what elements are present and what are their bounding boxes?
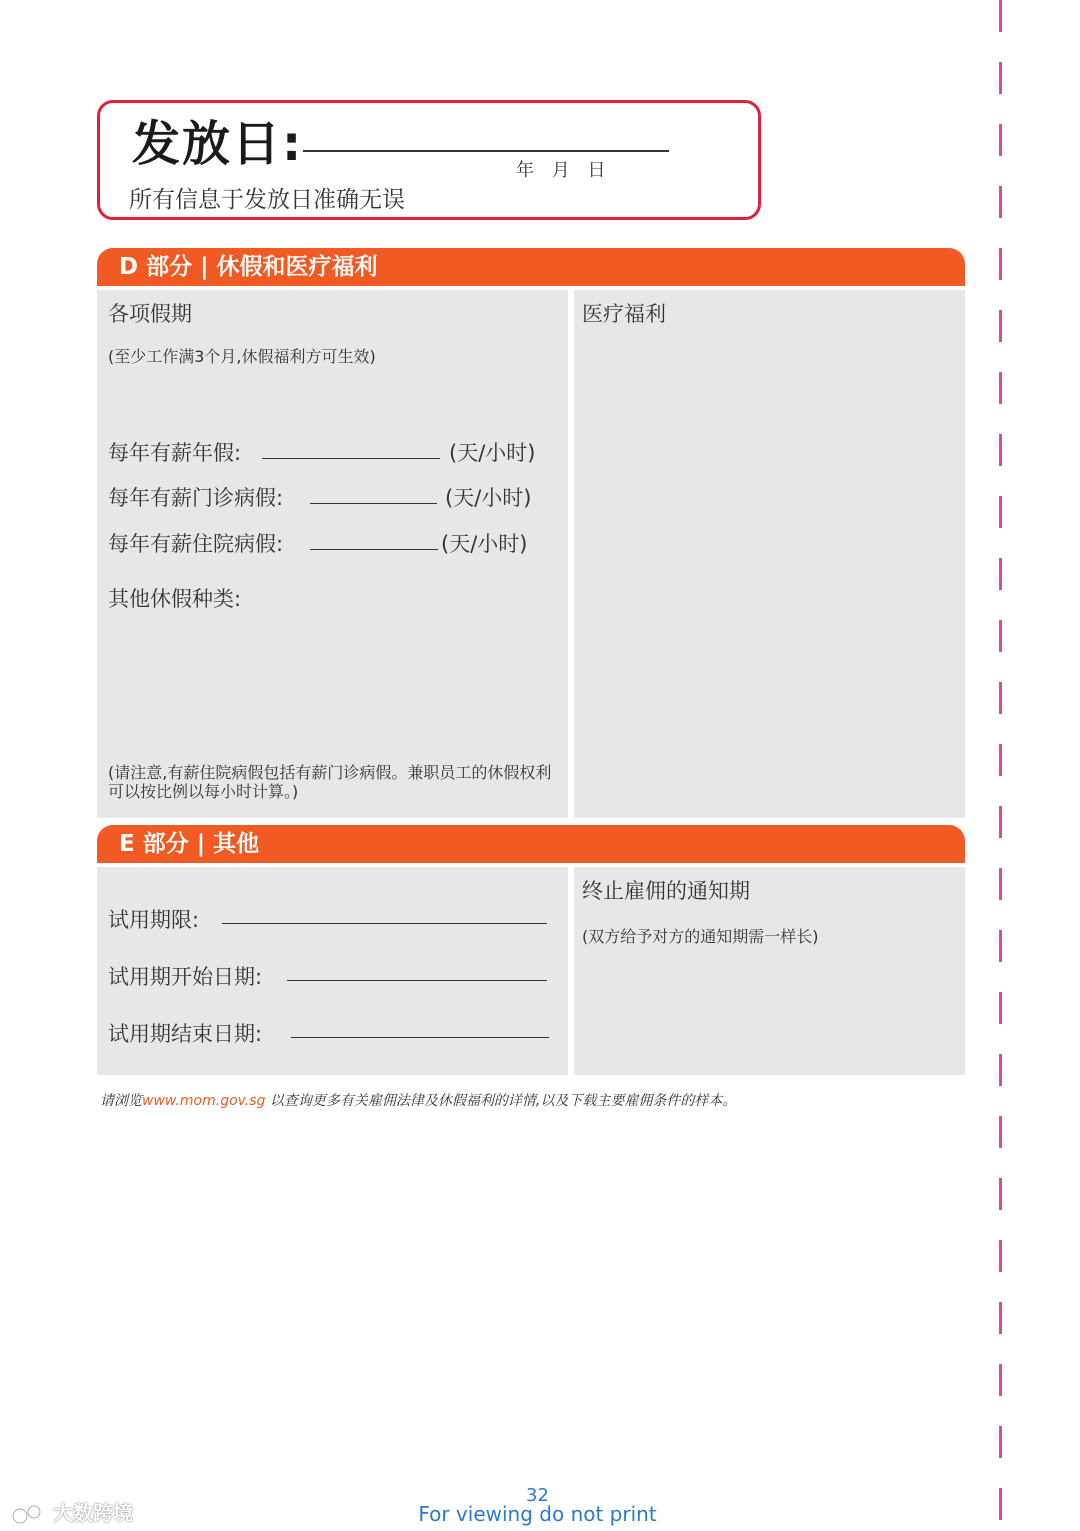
hospital-leave-field[interactable] xyxy=(310,549,438,550)
probation-start-field[interactable] xyxy=(287,980,547,981)
notice-panel xyxy=(574,867,965,1075)
viewing-note: For viewing do not print xyxy=(418,1502,657,1526)
issue-date-units: 年 月 日 xyxy=(516,160,612,181)
issue-date-box xyxy=(97,100,761,220)
leave-note: (请注意,有薪住院病假包括有薪门诊病假。兼职员工的休假权利可以按比例以每小时计算。) xyxy=(108,763,552,801)
mom-website-link[interactable]: www.mom.gov.sg xyxy=(142,1093,266,1109)
annual-leave-label: 每年有薪年假: xyxy=(108,441,242,465)
watermark-logo-icon xyxy=(10,1503,46,1527)
hospital-leave-unit: (天/小时) xyxy=(441,532,528,556)
page-number: 32 xyxy=(526,1485,549,1506)
hospital-leave-label: 每年有薪住院病假: xyxy=(108,532,284,556)
section-d-header: D 部分 | 休假和医疗福利 xyxy=(97,248,965,286)
leave-panel xyxy=(97,290,568,818)
probation-panel xyxy=(97,867,568,1075)
outpatient-leave-label: 每年有薪门诊病假: xyxy=(108,486,284,510)
medical-title: 医疗福利 xyxy=(582,302,666,326)
outpatient-leave-unit: (天/小时) xyxy=(445,486,532,510)
medical-panel xyxy=(574,290,965,818)
footer-suffix: 以查询更多有关雇佣法律及休假福利的详情,以及下载主要雇佣条件的样本。 xyxy=(265,1093,737,1109)
probation-end-field[interactable] xyxy=(291,1037,549,1038)
probation-period-label: 试用期限: xyxy=(108,908,200,932)
notice-subtitle: (双方给予对方的通知期需一样长) xyxy=(582,927,819,946)
probation-start-label: 试用期开始日期: xyxy=(108,965,263,989)
issue-date-field[interactable] xyxy=(303,150,669,152)
issue-date-note: 所有信息于发放日准确无误 xyxy=(129,187,405,213)
footer-prefix: 请浏览 xyxy=(100,1093,142,1109)
issue-date-label: 发放日: xyxy=(132,116,304,172)
cut-line xyxy=(999,0,1002,1531)
probation-end-label: 试用期结束日期: xyxy=(108,1022,263,1046)
leave-subtitle: (至少工作满3个月,休假福利方可生效) xyxy=(108,347,376,366)
notice-title: 终止雇佣的通知期 xyxy=(582,879,750,903)
watermark-text: 大数跨境 xyxy=(52,1501,133,1525)
footer-note xyxy=(100,1090,736,1110)
other-leave-label: 其他休假种类: xyxy=(108,587,242,611)
annual-leave-field[interactable] xyxy=(262,458,440,459)
watermark xyxy=(10,1497,133,1527)
section-e-header: E 部分 | 其他 xyxy=(97,825,965,863)
annual-leave-unit: (天/小时) xyxy=(449,441,536,465)
outpatient-leave-field[interactable] xyxy=(310,503,437,504)
probation-period-field[interactable] xyxy=(222,923,547,924)
leave-title: 各项假期 xyxy=(108,302,192,326)
